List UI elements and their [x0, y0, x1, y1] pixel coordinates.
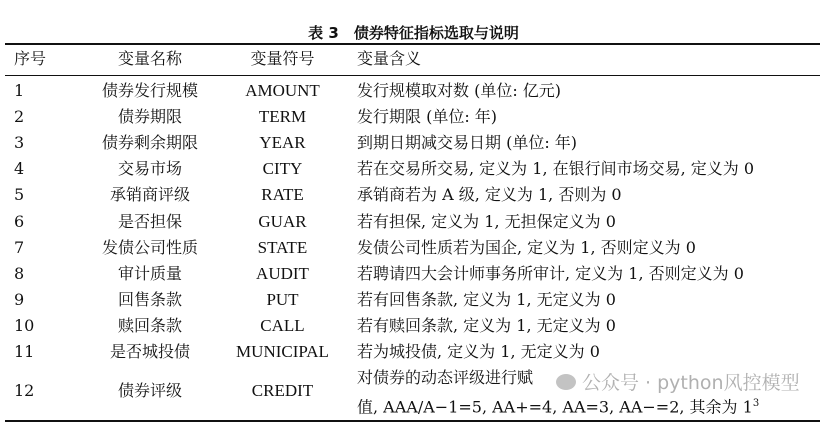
row12-desc-line1: 对债券的动态评级进行赋 — [357, 368, 534, 387]
row-no: 5 — [14, 185, 25, 205]
row-name: 交易市场 — [117, 159, 182, 179]
row-name: 是否担保 — [117, 211, 182, 231]
row-name: 发债公司性质 — [101, 237, 198, 257]
row-desc: 发行规模取对数 (单位: 亿元) — [357, 81, 562, 100]
footnote-mark: 3 — [752, 398, 760, 409]
row-no: 11 — [14, 342, 35, 361]
header-desc: 变量含义 — [357, 49, 422, 68]
row-no: 3 — [14, 133, 25, 153]
table-row — [0, 130, 827, 156]
header-row — [0, 46, 827, 72]
row-symbol: STATE — [257, 237, 308, 257]
row-symbol: MUNICIPAL — [236, 342, 329, 361]
row-no: 8 — [14, 263, 25, 283]
table-row — [0, 182, 827, 208]
row-desc: 若有回售条款, 定义为 1, 无定义为 0 — [357, 289, 616, 309]
row-name: 债券评级 — [117, 381, 182, 400]
row-name: 是否城投债 — [109, 342, 190, 361]
row-no: 10 — [14, 315, 35, 335]
row-no: 9 — [14, 289, 25, 309]
top-rule — [5, 43, 820, 45]
row-no: 1 — [14, 81, 25, 100]
table-row — [0, 156, 827, 182]
table-row — [0, 261, 827, 287]
watermark — [556, 368, 800, 395]
row-name: 债券期限 — [117, 107, 182, 127]
row-name: 回售条款 — [117, 289, 182, 309]
header-name: 变量名称 — [117, 49, 182, 68]
row-symbol: AMOUNT — [245, 81, 320, 100]
row-symbol: RATE — [261, 185, 304, 205]
row-desc: 承销商若为 A 级, 定义为 1, 否则为 0 — [357, 185, 622, 205]
row-desc: 若有赎回条款, 定义为 1, 无定义为 0 — [357, 315, 616, 335]
row-name: 承销商评级 — [109, 185, 190, 205]
row-no: 2 — [14, 107, 25, 127]
table-row — [0, 209, 827, 235]
row-symbol: CREDIT — [251, 381, 314, 400]
row-desc: 若在交易所交易, 定义为 1, 在银行间市场交易, 定义为 0 — [357, 159, 755, 179]
table-row — [0, 287, 827, 313]
table-row — [0, 313, 827, 339]
row-name: 债券剩余期限 — [101, 133, 198, 153]
watermark-text: 公众号 · python风控模型 — [582, 372, 800, 394]
row12-desc-line2 — [357, 391, 759, 420]
row-no: 6 — [14, 211, 25, 231]
row-symbol: CALL — [260, 315, 305, 335]
row12-desc-text: 值, AAA/A−1=5, AA+=4, AA=3, AA−=2, 其余为 1 — [357, 397, 753, 417]
row-desc: 发债公司性质若为国企, 定义为 1, 否则定义为 0 — [357, 237, 696, 257]
row-desc: 到期日期减交易日期 (单位: 年) — [357, 133, 578, 153]
row-symbol: YEAR — [259, 133, 306, 153]
header-no: 序号 — [14, 49, 47, 68]
row-name: 赎回条款 — [117, 315, 182, 335]
row-no: 4 — [14, 159, 25, 179]
header-symbol: 变量符号 — [250, 49, 315, 68]
row-desc: 若有担保, 定义为 1, 无担保定义为 0 — [357, 211, 616, 231]
table-title: 表 3 债券特征指标选取与说明 — [308, 24, 519, 42]
row-desc: 若为城投债, 定义为 1, 无定义为 0 — [357, 342, 600, 361]
row-symbol: GUAR — [258, 211, 307, 231]
row-desc: 若聘请四大会计师事务所审计, 定义为 1, 否则定义为 0 — [357, 263, 744, 283]
row-symbol: TERM — [258, 107, 307, 127]
table-row — [0, 235, 827, 261]
row-symbol: PUT — [266, 289, 299, 309]
table-row — [0, 104, 827, 130]
table-row — [0, 78, 827, 104]
mid-rule — [5, 75, 820, 76]
row-name: 审计质量 — [117, 263, 182, 283]
bottom-rule — [5, 420, 820, 422]
row-desc: 发行期限 (单位: 年) — [357, 107, 498, 127]
table-row — [0, 339, 827, 365]
row-name: 债券发行规模 — [101, 81, 198, 100]
row-symbol: CITY — [262, 159, 303, 179]
row-no: 12 — [14, 381, 35, 400]
wechat-icon — [556, 374, 576, 390]
row-symbol: AUDIT — [256, 263, 309, 283]
row-no: 7 — [14, 237, 25, 257]
